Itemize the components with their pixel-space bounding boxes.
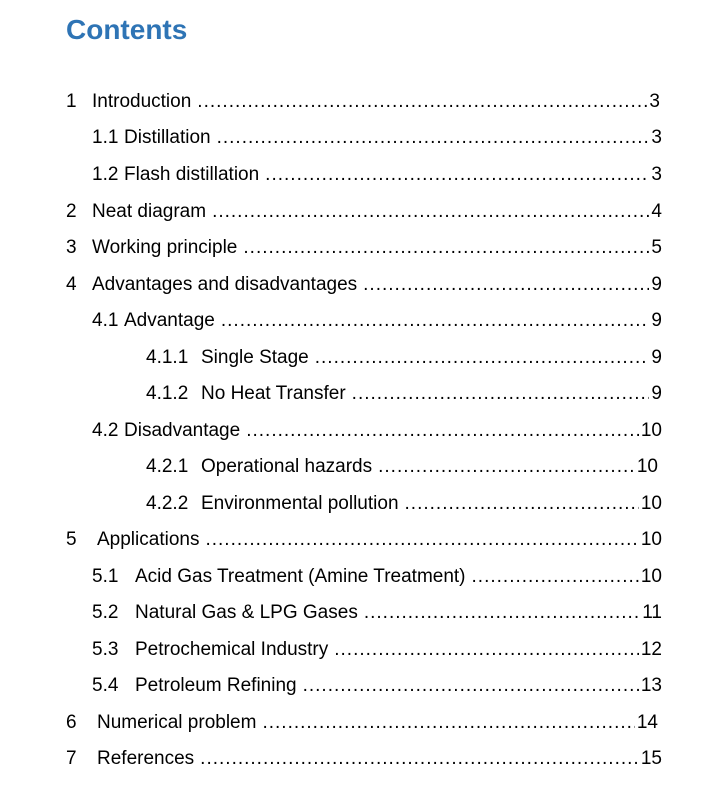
toc-entry[interactable] (66, 198, 662, 224)
toc-dot-leader (205, 528, 638, 552)
toc-dot-leader (352, 382, 650, 406)
toc-entry-page-number[interactable]: 3 (649, 91, 660, 112)
toc-entry-number: 4.1.2 (146, 383, 189, 404)
toc-entry[interactable] (146, 490, 662, 516)
toc-entry-page-number[interactable]: 4 (651, 201, 662, 222)
toc-entry[interactable] (66, 88, 660, 114)
toc-entry-number: 1.2 (92, 164, 119, 185)
toc-entry-title[interactable]: Petrochemical Industry (135, 639, 329, 660)
toc-dot-leader (246, 419, 639, 443)
toc-dot-leader (303, 674, 639, 698)
toc-entry-number: 5.1 (92, 566, 119, 587)
toc-entry-number: 4.2 (92, 420, 119, 441)
toc-dot-leader (364, 601, 640, 625)
toc-entry-page-number[interactable]: 9 (651, 274, 662, 295)
toc-dot-leader (221, 309, 650, 333)
toc-entry[interactable] (92, 307, 662, 333)
toc-entry[interactable] (66, 271, 662, 297)
toc-entry[interactable] (92, 161, 662, 187)
toc-dot-leader (363, 273, 649, 297)
toc-entry-number: 1 (66, 91, 77, 112)
toc-entry[interactable] (66, 745, 662, 771)
toc-entry-page-number[interactable]: 10 (640, 493, 662, 514)
toc-dot-leader (405, 492, 639, 516)
toc-entry-number: 4.2.2 (146, 493, 189, 514)
toc-entry[interactable] (66, 526, 662, 552)
toc-entry[interactable] (66, 709, 658, 735)
toc-entry[interactable] (146, 453, 658, 479)
toc-entry-page-number[interactable]: 3 (651, 164, 662, 185)
toc-entry[interactable] (92, 563, 662, 589)
toc-entry-page-number[interactable]: 9 (651, 383, 662, 404)
toc-entry-page-number[interactable]: 9 (651, 310, 662, 331)
toc-entry-page-number[interactable]: 15 (640, 748, 662, 769)
toc-entry-number: 5.2 (92, 602, 119, 623)
toc-dot-leader (378, 455, 635, 479)
toc-entry[interactable] (92, 599, 662, 625)
toc-entry-number: 3 (66, 237, 77, 258)
toc-entry[interactable] (92, 672, 662, 698)
toc-dot-leader (243, 236, 649, 260)
toc-entry-title[interactable]: Distillation (124, 127, 211, 148)
toc-entry-number: 1.1 (92, 127, 119, 148)
toc-entry-title[interactable]: Operational hazards (201, 456, 373, 477)
toc-entry[interactable] (92, 417, 662, 443)
toc-entry-title[interactable]: References (97, 748, 195, 769)
toc-entry-page-number[interactable]: 13 (640, 675, 662, 696)
toc-entry[interactable] (66, 234, 662, 260)
toc-entry-page-number[interactable]: 10 (640, 566, 662, 587)
toc-entry-title[interactable]: Working principle (92, 237, 238, 258)
toc-dot-leader (315, 346, 650, 370)
toc-entry-title[interactable]: No Heat Transfer (201, 383, 346, 404)
toc-dot-leader (472, 565, 639, 589)
toc-entry-page-number[interactable]: 12 (640, 639, 662, 660)
toc-entry-number: 4 (66, 274, 77, 295)
toc-entry-title[interactable]: Petroleum Refining (135, 675, 297, 696)
toc-entry-title[interactable]: Acid Gas Treatment (Amine Treatment) (135, 566, 466, 587)
toc-entry-number: 5.3 (92, 639, 119, 660)
toc-entry-title[interactable]: Numerical problem (97, 712, 257, 733)
toc-entry-title[interactable]: Single Stage (201, 347, 309, 368)
toc-entry-page-number[interactable]: 14 (636, 712, 658, 733)
toc-entry[interactable] (92, 124, 662, 150)
toc-entry-title[interactable]: Neat diagram (92, 201, 207, 222)
toc-dot-leader (262, 711, 634, 735)
toc-entry[interactable] (146, 380, 662, 406)
toc-entry-page-number[interactable]: 3 (651, 127, 662, 148)
toc-entry[interactable] (146, 344, 662, 370)
toc-dot-leader (217, 126, 650, 150)
toc-dot-leader (212, 200, 649, 224)
toc-dot-leader (197, 90, 647, 114)
toc-entry-number: 7 (66, 748, 77, 769)
toc-entry-number: 5 (66, 529, 77, 550)
toc-entry-number: 6 (66, 712, 77, 733)
toc-entry-title[interactable]: Applications (97, 529, 200, 550)
toc-entry-number: 4.1 (92, 310, 119, 331)
toc-entry[interactable] (92, 636, 662, 662)
toc-entry-title[interactable]: Advantage (124, 310, 215, 331)
toc-entry-page-number[interactable]: 10 (640, 420, 662, 441)
toc-entry-number: 5.4 (92, 675, 119, 696)
toc-entry-page-number[interactable]: 5 (651, 237, 662, 258)
toc-entry-title[interactable]: Natural Gas & LPG Gases (135, 602, 358, 623)
toc-dot-leader (200, 747, 639, 771)
toc-entry-title[interactable]: Flash distillation (124, 164, 260, 185)
toc-entry-number: 4.1.1 (146, 347, 189, 368)
toc-entry-page-number[interactable]: 10 (636, 456, 658, 477)
toc-entry-number: 4.2.1 (146, 456, 189, 477)
toc-dot-leader (334, 638, 639, 662)
page-title: Contents (66, 14, 188, 45)
toc-entry-page-number[interactable]: 10 (640, 529, 662, 550)
toc-entry-number: 2 (66, 201, 77, 222)
toc-entry-title[interactable]: Advantages and disadvantages (92, 274, 358, 295)
toc-entry-title[interactable]: Environmental pollution (201, 493, 399, 514)
toc-entry-title[interactable]: Disadvantage (124, 420, 241, 441)
toc-entry-title[interactable]: Introduction (92, 91, 192, 112)
toc-dot-leader (265, 163, 649, 187)
toc-entry-page-number[interactable]: 9 (651, 347, 662, 368)
toc-entry-page-number[interactable]: 11 (642, 602, 662, 623)
